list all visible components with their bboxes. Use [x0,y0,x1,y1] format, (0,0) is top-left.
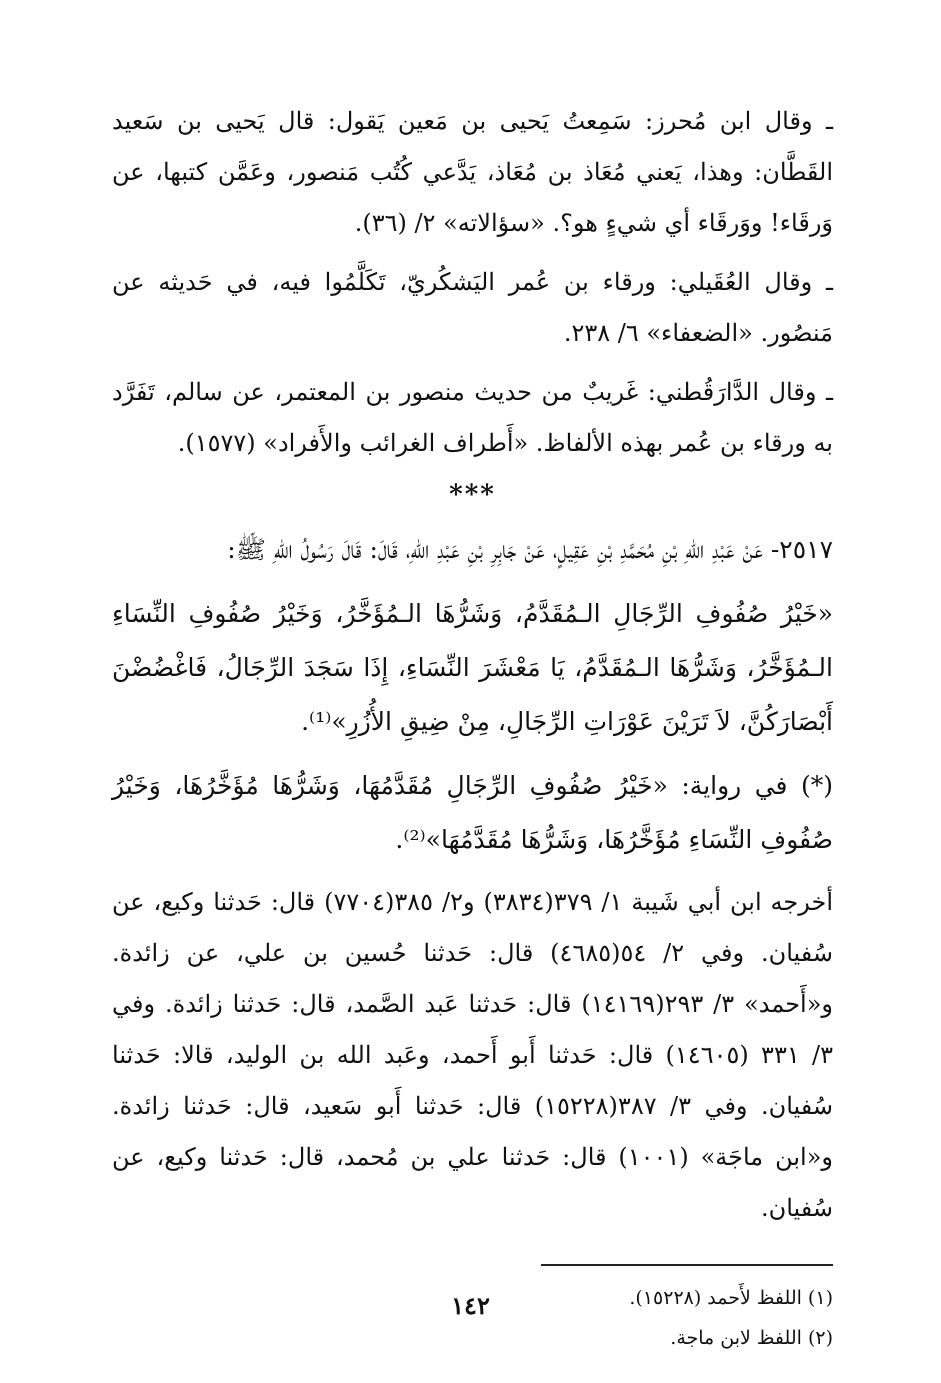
takhrij-paragraph: أخرجه ابن أبي شَيبة ١/ ٣٧٩(٣٨٣٤) و٢/ ٣٨٥(٧٧٠٤) قال: حَدثنا وكيع، عن سُفيان. وفي ٢/ ٥٤(٤٦٨٥) قال: حَدثنا حُسين بن علي، عن زائدة. و«أَحمد» ٣/ ٢٩٣(١٤١٦٩) قال: حَدثنا عَبد الصَّمد، قال: حَدثنا زائدة. وفي ٣/ ٣٣١ (١٤٦٠٥) قال: حَدثنا أَبو أَحمد، وعَبد الله بن الوليد، قالا: حَدثنا سُفيان. وفي ٣/ ٣٨٧(١٥٢٢٨) قال: حَدثنا أَبو سَعيد، قال: حَدثنا زائدة. و«ابن ماجَة» (١٠٠١) قال: حَدثنا علي بن مُحمد، قال: حَدثنا وكيع، عن سُفيان. [112,888,834,1222]
commentary-uqayli: ـ وقال العُقَيلي: ورقاء بن عُمر اليَشكُريّ، تَكَلَّمُوا فيه، في حَديثه عن مَنصُور. «الضعفاء» ٦/ ٢٣٨. [112,268,833,347]
hadith-riwaya: (*) في رواية: «خَيْرُ صُفُوفِ الرِّجَالِ مُقَدَّمُهَا، وَشَرُّهَا مُؤَخَّرُهَا، وَخَيْرُ صُفُوفِ النِّسَاءِ مُؤَخَّرُهَا، وَشَرُّهَا مُقَدَّمُهَا»⁽²⁾. [112,771,833,854]
commentary-ibn-muhriz: ـ وقال ابن مُحرز: سَمِعتُ يَحيى بن مَعين يَقول: قال يَحيى بن سَعيد القَطَّان: وهذا، يَعني مُعَاذ بن مُعَاذ، يَدَّعي كُتُب مَنصور، وعَمَّن كتبها، عن وَرقَاء! ووَرقَاء أي شيءٍ هو؟. «سؤالاته» ٢/ (٣٦). [112,107,833,237]
page-number: ١٤٢ [451,1291,490,1320]
section-separator: *** [449,480,496,510]
footnote-divider [541,1264,833,1266]
hadith-isnad: ٢٥١٧- عَنْ عَبْدِ اللهِ بْنِ مُحَمَّدِ بْنِ عَقِيلٍ، عَنْ جَابِرِ بْنِ عَبْدِ اللهِ، قَالَ: قَالَ رَسُولُ اللهِ ﷺ: [227,535,833,564]
hadith-matn: «خَيْرُ صُفُوفِ الرِّجَالِ الـمُقَدَّمُ، وَشَرُّهَا الـمُؤَخَّرُ، وَخَيْرُ صُفُوفِ النِّسَاءِ الـمُؤَخَّرُ، وَشَرُّهَا الـمُقَدَّمُ، يَا مَعْشَرَ النِّسَاءِ، إِذَا سَجَدَ الرِّجَالُ، فَاغْضُضْنَ أَبْصَارَكُنَّ، لاَ تَرَيْنَ عَوْرَاتِ الرِّجَالِ، مِنْ ضِيقِ الأُزُرِ»⁽¹⁾. [112,599,833,736]
footnote-1: (١) اللفظ لأَحمد (١٥٢٢٨). [629,1287,833,1309]
footnote-2: (٢) اللفظ لابن ماجة. [670,1327,833,1349]
commentary-daraqutni: ـ وقال الدَّارَقُطني: غَريبٌ من حديث منصور بن المعتمر، عن سالم، تَفَرَّد به ورقاء بن عُمر بهذه الألفاظ. «أَطراف الغرائب والأَفراد» (١٥٧٧). [112,378,833,457]
